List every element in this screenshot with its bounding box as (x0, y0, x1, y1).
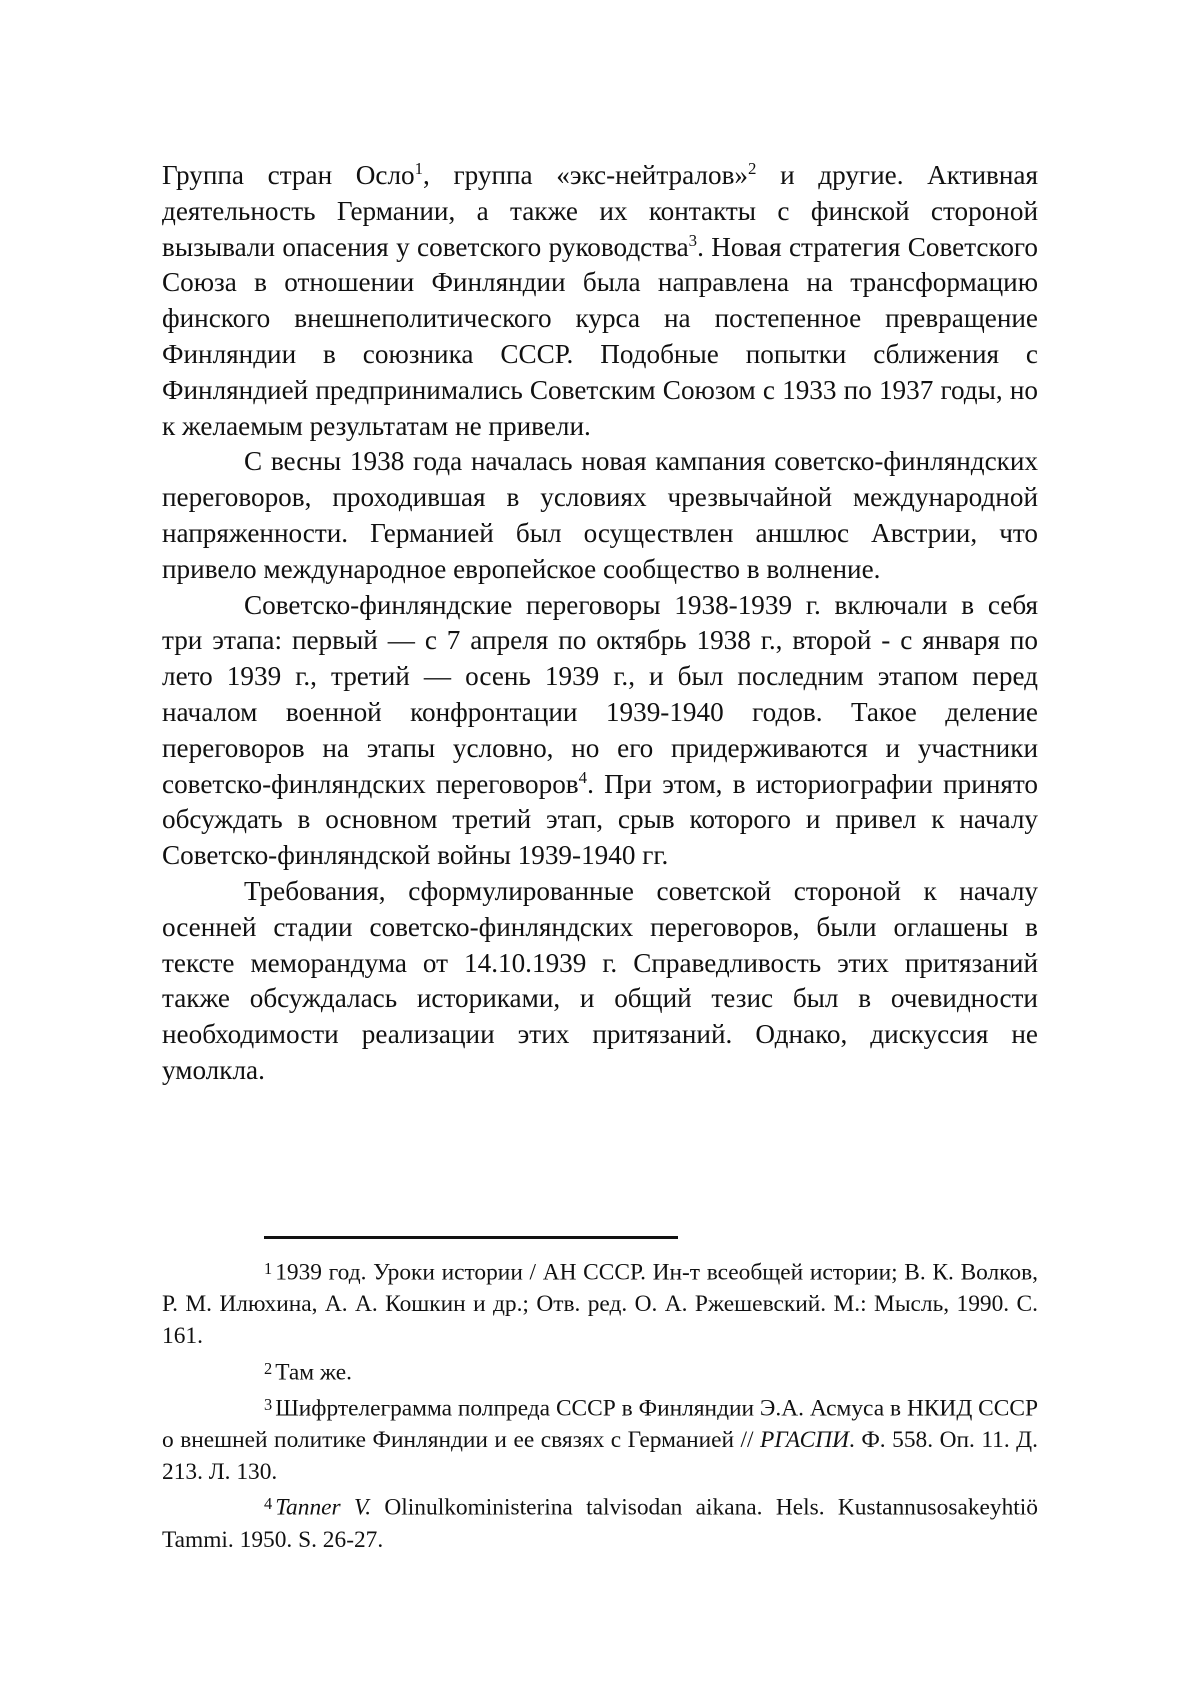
footnote-number: 1 (264, 1259, 273, 1278)
text-span: и другие. Активная деятельность Германии, а также их контакты с финской стороной вызывали опасения у советского руководства (162, 160, 1038, 262)
footnote-ref-2[interactable]: 2 (748, 158, 757, 178)
text-span: , группа «экс-нейтралов» (423, 160, 749, 190)
footnote-number: 4 (264, 1494, 273, 1514)
footnote-author: Tanner V. (275, 1495, 372, 1522)
paragraph-4: Требования, сформулированные советской стороной к началу осенней стадии советско-финляндских переговоров, были оглашены в тексте меморандума от 14.10.1939 г. Справедливость этих притязаний также обсуждалась историками, и общий тезис был в очевидности необходимости реализации этих притязаний. Однако, дискуссия не умолкла. (162, 875, 1038, 1085)
footnote-4 (162, 1488, 1038, 1556)
footnote-text: Там же. (275, 1359, 353, 1386)
footnote-ref-1[interactable]: 1 (414, 158, 424, 178)
footnote-separator (264, 1236, 678, 1239)
footnote-archive: РГАСПИ (760, 1427, 849, 1454)
footnote-text: . Ф. 558. Оп. 11. Д. 213. Л. 130. (162, 1427, 1038, 1485)
footnote-ref-4[interactable]: 4 (578, 767, 588, 787)
text-span: Группа стран Осло (162, 160, 415, 190)
main-text (162, 158, 1038, 1089)
paragraph-2: С весны 1938 года началась новая кампания советско-финляндских переговоров, проходившая в условиях чрезвычайной международной напряженности. Германией был осуществлен аншлюс Австрии, что привело международное европейское сообщество в волнение. (162, 446, 1038, 584)
footnote-text: Шифртелеграмма полпреда СССР в Финляндии Э.А. Асмуса в НКИД СССР о внешней политике Финляндии и ее связях с Германией // (162, 1395, 1038, 1454)
footnote-number: 3 (264, 1394, 273, 1414)
paragraph-3 (162, 588, 1038, 874)
text-span: . Новая стратегия Советского Союза в отношении Финляндии была направлена на трансформацию финского внешнеполитического курса на постепенное превращение Финляндии в союзника СССР. Подобные попытки сближения с Финляндией предпринимались Советским Союзом с 1933 по 1937 годы, но к желаемым результатам не привели. (162, 231, 1038, 441)
footnote-number: 2 (264, 1358, 273, 1378)
footnote-3 (162, 1389, 1038, 1489)
paragraph-1 (162, 158, 1038, 444)
footnotes (162, 1253, 1038, 1556)
footnote-ref-3[interactable]: 3 (688, 230, 698, 250)
footnote-2 (162, 1353, 1038, 1389)
text-span: Советско-финляндские переговоры 1938-1939 г. включали в себя три этапа: первый — с 7 апреля по октябрь 1938 г., второй - с января по лето 1939 г., третий — осень 1939 г., и был последним этапом перед началом военной конфронтации 1939-1940 годов. Такое деление переговоров на этапы условно, но его придерживаются и участники советско-финляндских переговоров (162, 589, 1038, 799)
text-span: . При этом, в историографии принято обсуждать в основном третий этап, срыв которого и привел к началу Советско-финляндской войны 1939-1940 гг. (162, 768, 1038, 871)
footnote-text: Olinulkoministerina talvisodan aikana. Hels. Kustannusosakeyhtiö Tammi. 1950. S. 26-27. (162, 1495, 1038, 1553)
footnote-1 (162, 1253, 1038, 1353)
footnote-text: 1939 год. Уроки истории / АН СССР. Ин-т всеобщей истории; В. К. Волков, Р. М. Илюхина, А. А. Кошкин и др.; Отв. ред. О. А. Ржешевский. М.: Мысль, 1990. С. 161. (162, 1259, 1038, 1349)
